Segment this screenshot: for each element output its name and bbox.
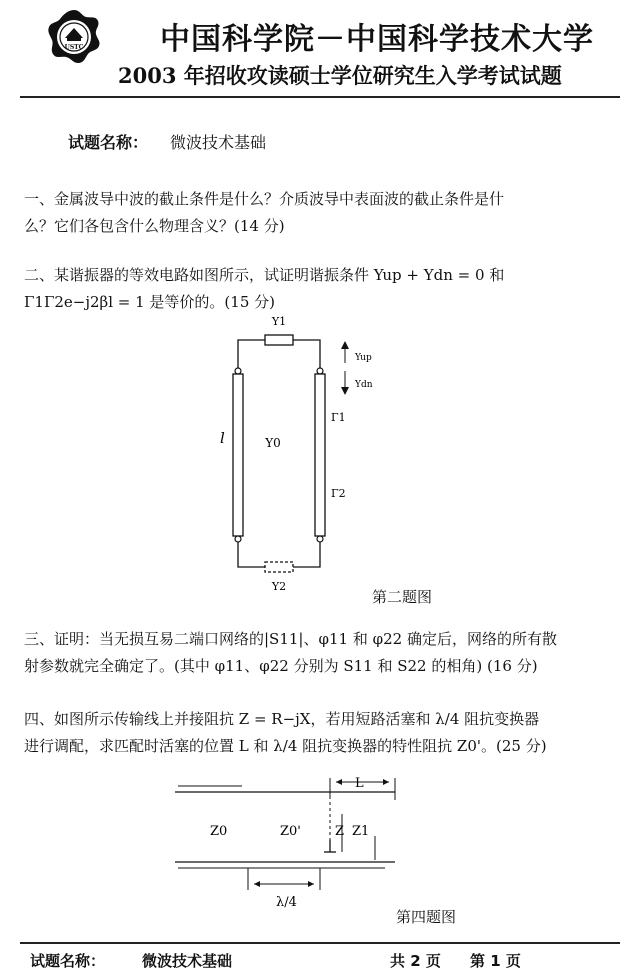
question-1-line1: 一、金属波导中波的截止条件是什么？介质波导中表面波的截止条件是什 (24, 190, 505, 208)
question-3 (24, 626, 636, 680)
label-Y1: Y1 (271, 315, 287, 328)
label-Z0-prime: Z0' (280, 824, 301, 839)
label-Ydn: Ydn (355, 380, 373, 390)
question-2-line2: Γ1Γ2e−j2βl = 1 是等价的。(15 分) (24, 293, 275, 311)
page-footer (0, 942, 642, 980)
line-left-conductor (233, 374, 243, 536)
question-3-line2: 射参数就完全确定了。(其中 φ11、φ22 分别为 S11 和 S22 的相角) (16 分) (24, 657, 538, 675)
line-right-conductor (315, 374, 325, 536)
header-title-line2: 2003 年招收攻读硕士学位研究生入学考试试题 (118, 63, 562, 88)
label-Y2: Y2 (271, 580, 287, 593)
label-Z: Z (335, 824, 345, 839)
footer-total-pages: 共 2 页 (390, 952, 441, 970)
admittance-Y1 (265, 335, 293, 345)
subject-value: 微波技术基础 (170, 133, 267, 152)
logo-text: USTC (64, 44, 84, 51)
header-divider (20, 96, 620, 98)
footer-page-number: 第 1 页 (470, 952, 521, 970)
question-3-line1: 三、证明：当无损互易二端口网络的|S11|、φ11 和 φ22 确定后，网络的所有散 (24, 630, 557, 648)
footer-subject-value: 微波技术基础 (142, 952, 233, 970)
question-4 (24, 706, 636, 760)
admittance-Y2 (265, 562, 293, 572)
label-L: L (355, 776, 364, 791)
figure-2-caption: 第二题图 (372, 588, 433, 606)
header-title-line1: 中国科学院－中国科学技术大学 (160, 22, 594, 57)
question-1-line2: 么？它们各包含什么物理含义？(14 分) (24, 217, 285, 235)
question-4-line2: 进行调配，求匹配时活塞的位置 L 和 λ/4 阻抗变换器的特性阻抗 Z0'。(25 分) (24, 737, 547, 755)
question-1 (24, 186, 636, 240)
footer-subject-label: 试题名称： (30, 952, 106, 970)
label-Yup: Yup (355, 353, 372, 363)
subject-line (68, 130, 266, 153)
label-Gamma2: Γ2 (331, 487, 346, 500)
label-Y0: Y0 (265, 436, 281, 450)
question-2-line1: 二、某谐振器的等效电路如图所示，试证明谐振条件 Yup + Ydn = 0 和 (24, 266, 505, 284)
label-Z1: Z1 (352, 824, 370, 839)
subject-label: 试题名称： (68, 133, 149, 152)
label-l: l (220, 429, 225, 447)
figure-4-transmission-line (170, 770, 540, 920)
figure-4-caption: 第四题图 (396, 908, 457, 926)
figure-2-circuit (200, 305, 400, 595)
label-lambda-over-4: λ/4 (276, 895, 297, 910)
label-Z0: Z0 (210, 824, 228, 839)
label-Gamma1: Γ1 (331, 411, 346, 424)
question-4-line1: 四、如图所示传输线上并接阻抗 Z = R−jX，若用短路活塞和 λ/4 阻抗变换器 (24, 710, 540, 728)
university-logo (46, 8, 102, 64)
